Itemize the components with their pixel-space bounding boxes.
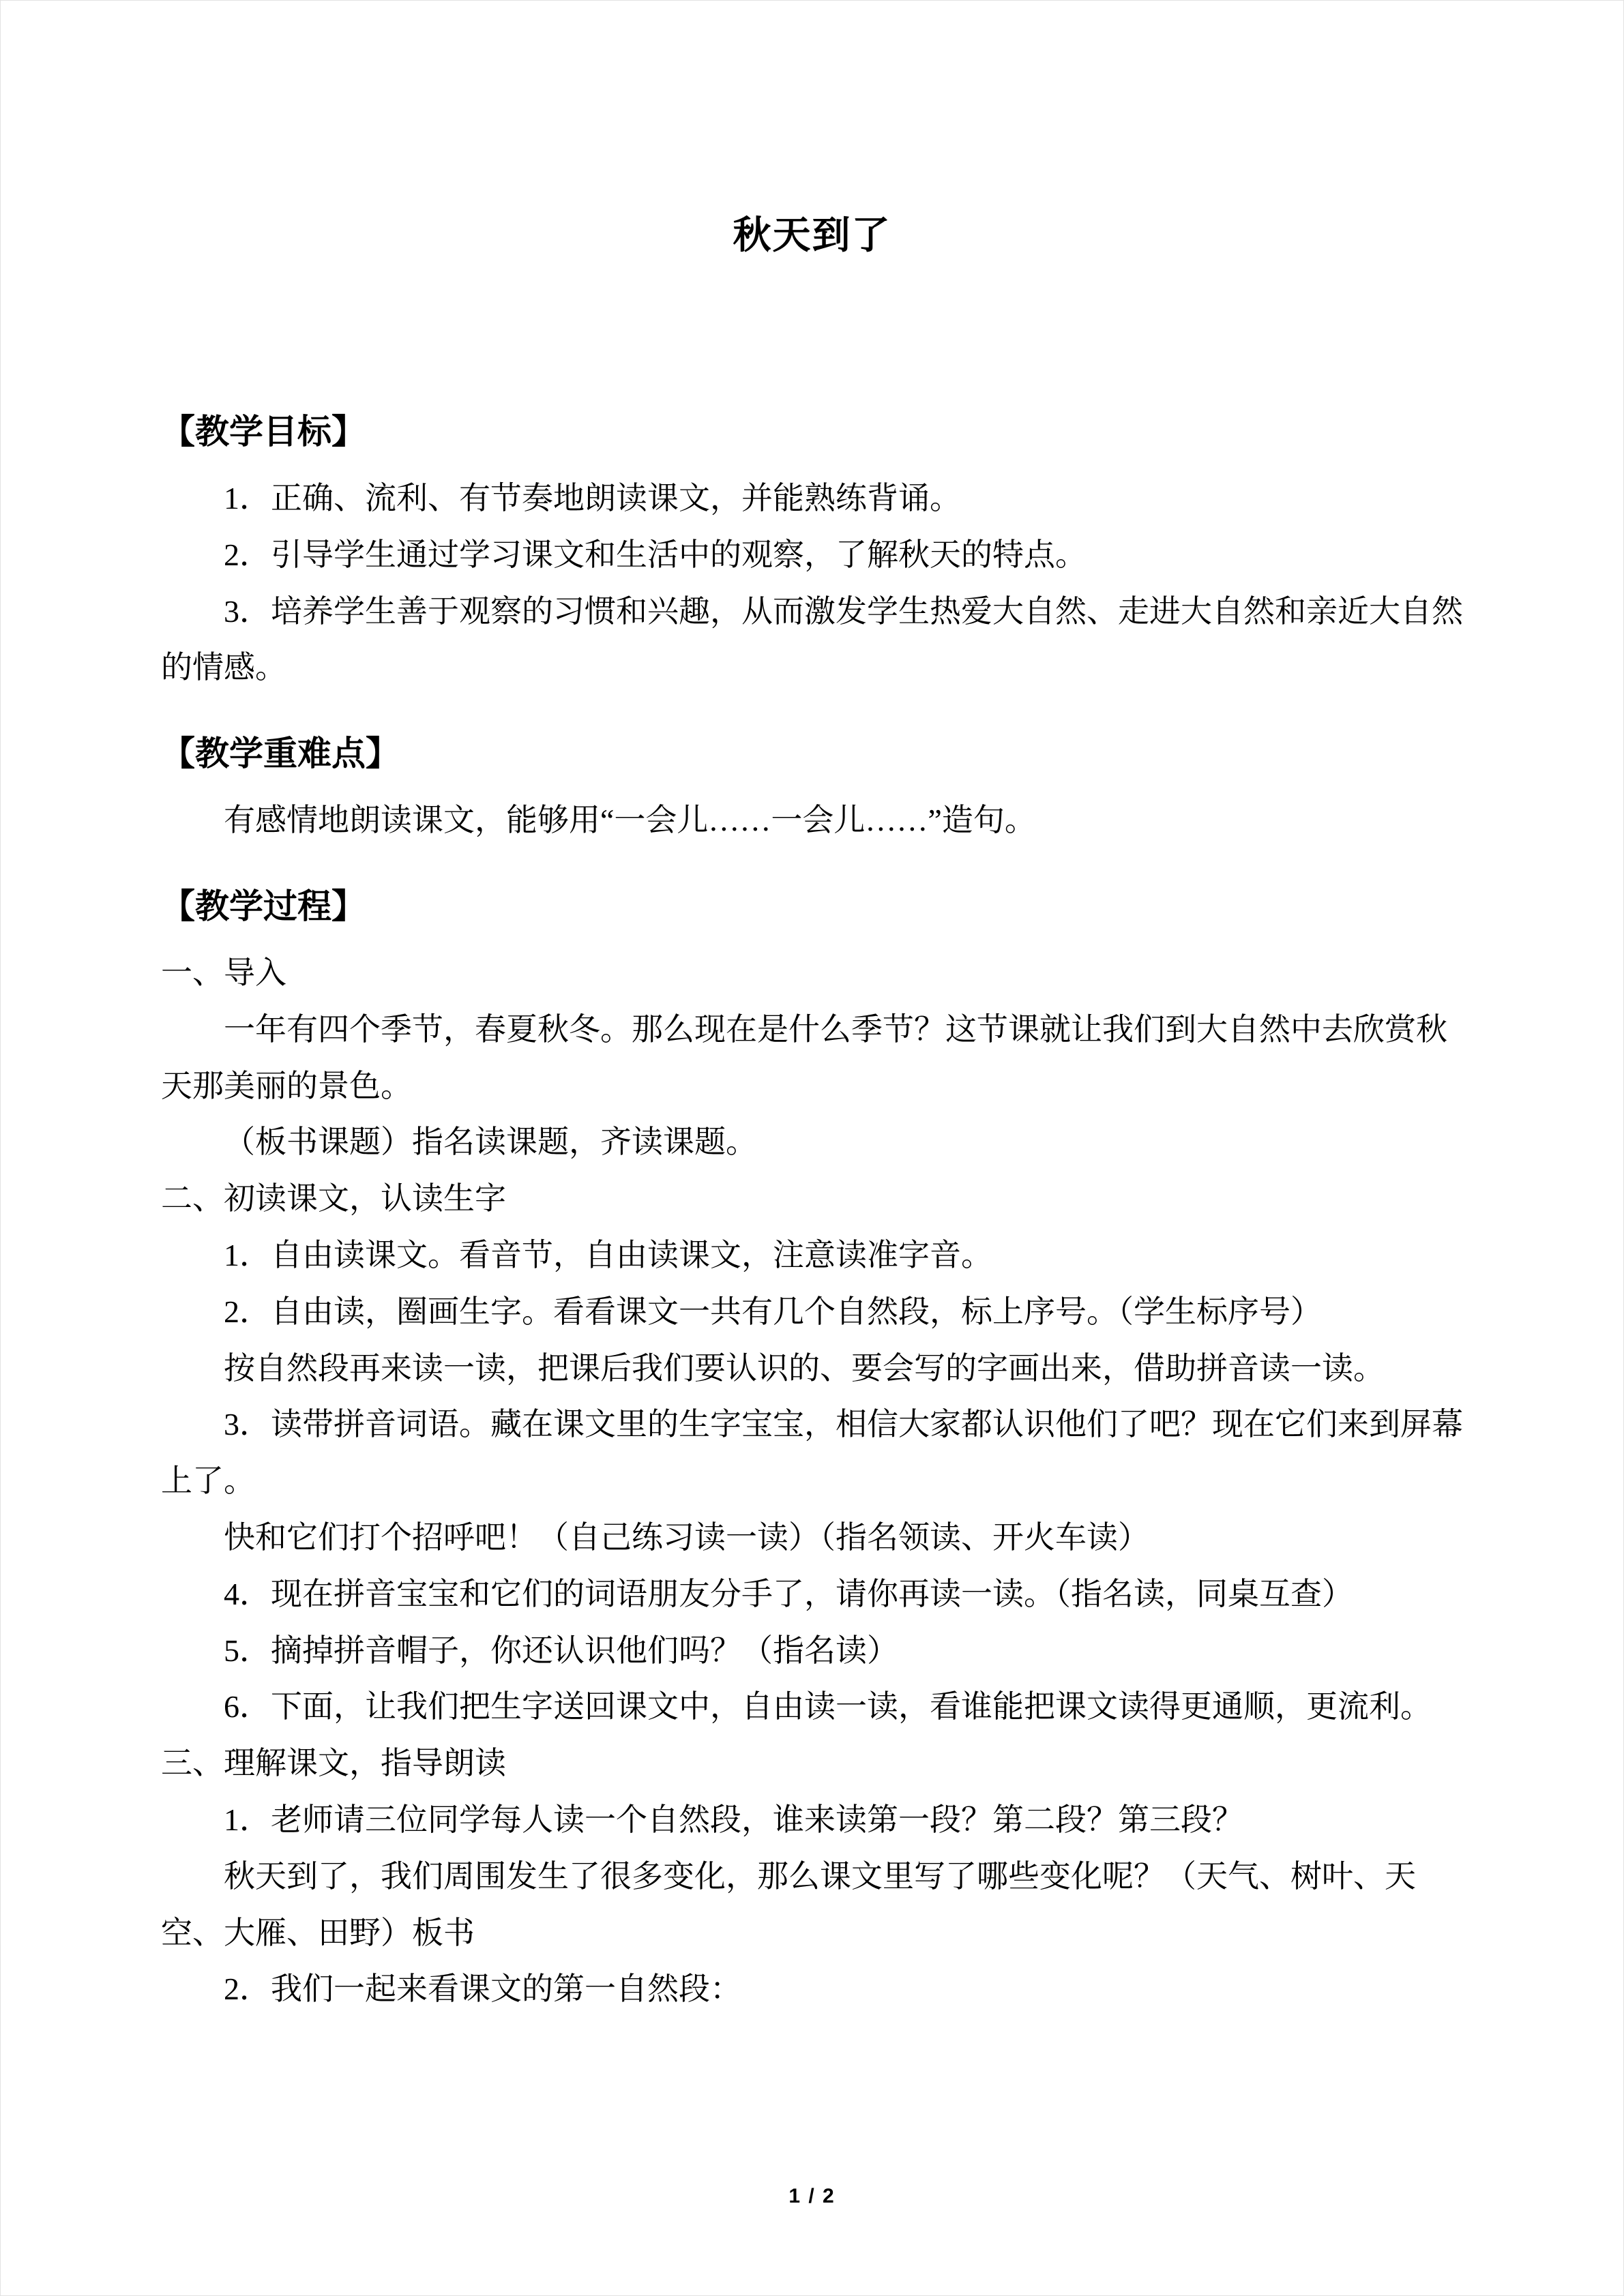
paragraph: 三、理解课文，指导朗读 [161,1746,506,1781]
paragraph: 4．现在拼音宝宝和它们的词语朋友分手了，请你再读一读。（指名读，同桌互查） [224,1576,1353,1611]
paragraph: 5．摘掉拼音帽子，你还认识他们吗？（指名读） [224,1632,898,1668]
paragraph: 6．下面，让我们把生字送回课文中，自由读一读，看谁能把课文读得更通顺，更流利。 [224,1689,1432,1725]
paragraph: 二、初读课文，认读生字 [161,1181,506,1217]
section-heading: 【教学目标】 [161,413,366,451]
paragraph: 3．培养学生善于观察的习惯和兴趣，从而激发学生热爱大自然、走进大自然和亲近大自然的情感。 [161,593,1463,685]
paragraph: 2．引导学生通过学习课文和生活中的观察，了解秋天的特点。 [224,537,1087,572]
paragraph: 2．自由读，圈画生字。看看课文一共有几个自然段，标上序号。（学生标序号） [224,1294,1322,1329]
paragraph: 一年有四个季节，春夏秋冬。那么现在是什么季节？这节课就让我们到大自然中去欣赏秋天那美丽的景色。 [161,1011,1447,1103]
document-body [161,403,1463,2018]
paragraph: （板书课题）指名读课题，齐读课题。 [224,1124,757,1160]
paragraph: 3．读带拼音词语。藏在课文里的生字宝宝，相信大家都认识他们了吧？现在它们来到屏幕上了。 [161,1407,1463,1499]
section-heading: 【教学过程】 [161,886,366,925]
paragraph: 秋天到了，我们周围发生了很多变化，那么课文里写了哪些变化呢？（天气、树叶、天空、大雁、田野）板书 [161,1858,1416,1950]
paragraph: 2．我们一起来看课文的第一自然段： [224,1971,741,2007]
page-number: 1 / 2 [788,2185,836,2207]
paragraph: 按自然段再来读一读，把课后我们要认识的、要会写的字画出来，借助拼音读一读。 [224,1350,1385,1386]
document-title: 秋天到了 [733,215,891,257]
paragraph: 1．自由读课文。看音节，自由读课文，注意读准字音。 [224,1237,992,1272]
paragraph: 一、导入 [161,955,286,990]
paragraph: 有感情地朗读课文，能够用“一会儿……一会儿……”造句。 [224,803,1036,838]
paragraph: 1．老师请三位同学每人读一个自然段，谁来读第一段？第二段？第三段？ [224,1802,1243,1837]
paragraph: 1．正确、流利、有节奏地朗读课文，并能熟练背诵。 [224,481,961,516]
section-heading: 【教学重难点】 [161,734,400,773]
paragraph: 快和它们打个招呼吧！（自己练习读一读）（指名领读、开火车读） [224,1519,1149,1555]
